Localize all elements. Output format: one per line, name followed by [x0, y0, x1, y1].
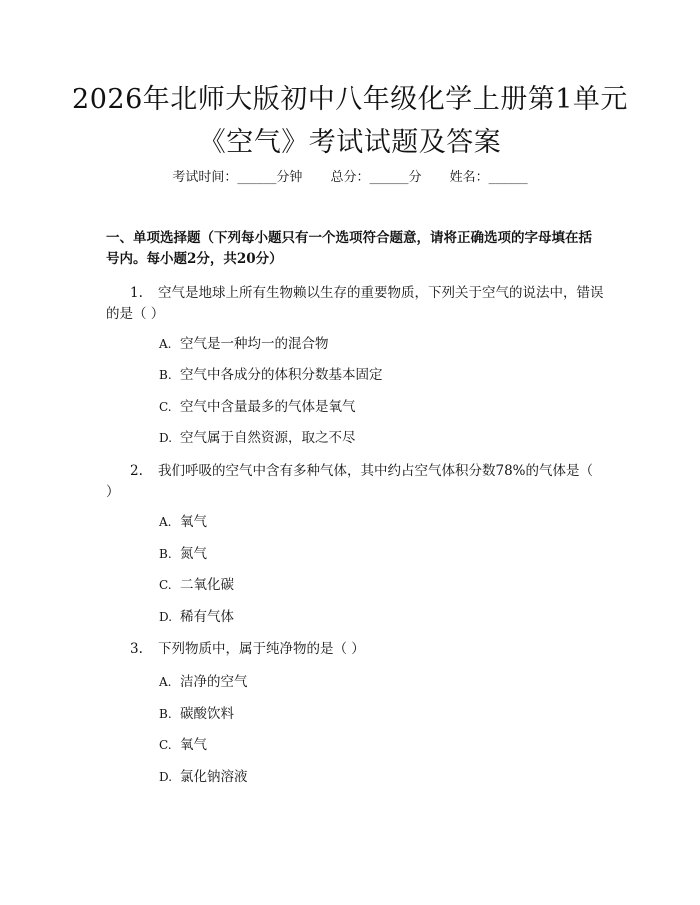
option-letter: A.	[159, 515, 172, 529]
question-2-text: 我们呼吸的空气中含有多种气体，其中约占空气体积分数78%的气体是（ ）	[106, 463, 594, 500]
option-text: 二氧化碳	[180, 577, 234, 593]
question-1-option-b	[159, 367, 383, 384]
question-3-option-d	[159, 769, 248, 786]
option-text: 空气中含量最多的气体是氧气	[180, 399, 356, 415]
exam-time-field: 考试时间：______分钟	[172, 170, 303, 185]
question-2-option-a	[159, 514, 207, 531]
option-text: 氯化钠溶液	[180, 769, 248, 785]
option-text: 碳酸饮料	[180, 706, 234, 722]
question-3-option-a	[159, 674, 248, 691]
option-letter: B.	[159, 368, 172, 382]
question-1-option-a	[159, 336, 329, 353]
option-letter: D.	[159, 431, 173, 445]
option-text: 空气中各成分的体积分数基本固定	[180, 367, 383, 383]
option-letter: C.	[159, 400, 172, 414]
question-2-option-c	[159, 577, 234, 594]
question-3-option-c	[159, 737, 207, 754]
option-letter: A.	[159, 675, 172, 689]
total-score-field: 总分：______分	[330, 170, 422, 185]
student-name-field: 姓名：______	[449, 170, 528, 185]
question-2-option-b	[159, 546, 207, 563]
question-2-number: 2.	[130, 463, 143, 479]
option-letter: B.	[159, 707, 172, 721]
option-text: 氧气	[180, 737, 207, 753]
section-heading: 一、单项选择题（下列每小题只有一个选项符合题意，请将正确选项的字母填在括号内。每小题2分，共20分）	[106, 230, 592, 267]
option-text: 空气是一种均一的混合物	[180, 336, 329, 352]
question-1-option-d	[159, 430, 356, 447]
question-3-number: 3.	[130, 641, 143, 657]
question-1-number: 1.	[130, 285, 143, 301]
question-1-stem	[106, 283, 604, 325]
question-3-text: 下列物质中，属于纯净物的是（ ）	[158, 641, 365, 657]
option-letter: B.	[159, 547, 172, 561]
page-title: 2026年北师大版初中八年级化学上册第1单元《空气》考试试题及答案	[72, 84, 628, 158]
option-text: 稀有气体	[180, 609, 234, 625]
question-1-option-c	[159, 399, 356, 416]
option-letter: D.	[159, 770, 173, 784]
option-letter: C.	[159, 578, 172, 592]
option-letter: D.	[159, 610, 173, 624]
option-text: 氧气	[180, 514, 207, 530]
question-3-option-b	[159, 706, 234, 723]
exam-info-line	[0, 170, 700, 186]
option-text: 氮气	[180, 546, 207, 562]
option-letter: A.	[159, 337, 172, 351]
question-2-stem	[106, 461, 604, 503]
option-text: 洁净的空气	[180, 674, 248, 690]
question-1-text: 空气是地球上所有生物赖以生存的重要物质，下列关于空气的说法中，错误的是（ ）	[106, 285, 604, 322]
question-2-option-d	[159, 609, 234, 626]
question-3-stem	[106, 639, 604, 660]
option-letter: C.	[159, 738, 172, 752]
option-text: 空气属于自然资源，取之不尽	[180, 430, 356, 446]
